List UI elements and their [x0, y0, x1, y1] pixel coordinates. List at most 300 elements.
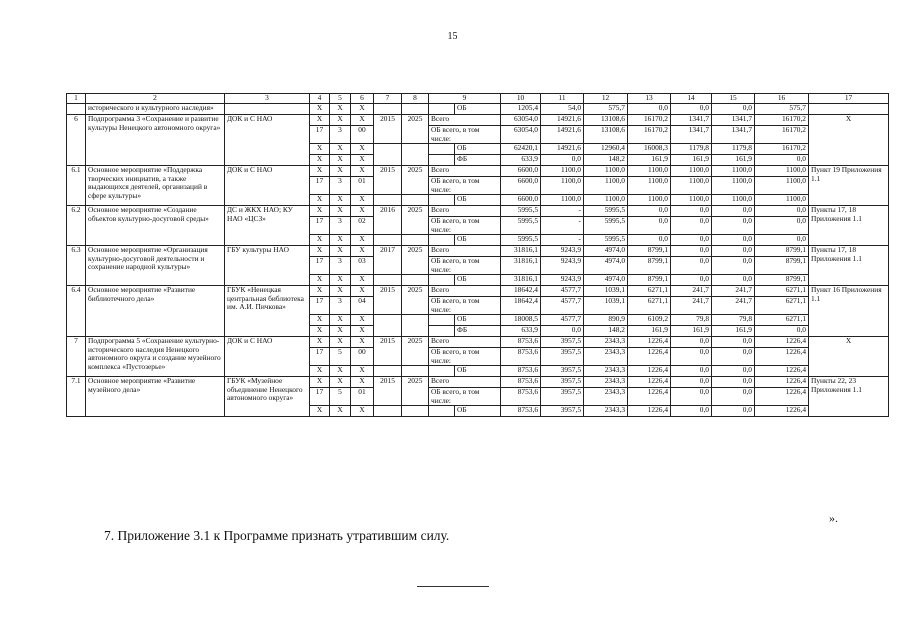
executor: ГБУ культуры НАО — [225, 246, 310, 286]
value-cell: 2343,3 — [584, 388, 628, 406]
code-cell: X — [330, 235, 351, 246]
value-cell: 0,0 — [712, 104, 755, 115]
funding-indent — [429, 326, 455, 337]
funding-source: ОБ — [455, 144, 501, 155]
header-cell: 1 — [67, 94, 86, 104]
value-cell: 2343,3 — [584, 337, 628, 348]
year-end — [402, 144, 429, 155]
value-cell: 1226,4 — [755, 337, 809, 348]
year-end — [402, 275, 429, 286]
header-cell: 2 — [86, 94, 225, 104]
table-row — [67, 377, 889, 388]
code-cell: X — [330, 206, 351, 217]
header-cell: 4 — [310, 94, 330, 104]
funding-indent — [429, 406, 455, 417]
reference: Пункт 16 Приложения 1.1 — [809, 286, 889, 337]
value-cell: 1100,0 — [671, 195, 712, 206]
code-cell: X — [310, 275, 330, 286]
value-cell: 2343,3 — [584, 406, 628, 417]
value-cell: 16170,2 — [755, 144, 809, 155]
value-cell: 1341,7 — [671, 115, 712, 126]
year-end — [402, 406, 429, 417]
activity-name: Основное мероприятие «Создание объектов культурно-досуговой среды» — [86, 206, 225, 246]
value-cell: 161,9 — [671, 326, 712, 337]
code-cell: 5 — [330, 388, 351, 406]
code-cell: X — [330, 195, 351, 206]
value-cell: 1226,4 — [628, 366, 671, 377]
value-cell: 1100,0 — [541, 195, 584, 206]
activity-name: Основное мероприятие «Поддержка творческих инициатив, а также выдающихся деятелей, организаций в сфере культуры» — [86, 166, 225, 206]
value-cell: 0,0 — [755, 206, 809, 217]
value-cell: 6600,0 — [501, 166, 541, 177]
code-cell: X — [330, 326, 351, 337]
header-cell: 5 — [330, 94, 351, 104]
value-cell: 14921,6 — [541, 126, 584, 144]
value-cell: 1100,0 — [541, 177, 584, 195]
value-cell: 148,2 — [584, 326, 628, 337]
header-row — [67, 94, 889, 104]
code-cell: X — [351, 144, 374, 155]
code-cell: X — [351, 315, 374, 326]
value-cell: 3957,5 — [541, 348, 584, 366]
code-cell: X — [351, 406, 374, 417]
value-cell: 0,0 — [671, 217, 712, 235]
value-cell: 1100,0 — [755, 166, 809, 177]
funding-source: ОБ — [455, 406, 501, 417]
year-end — [402, 326, 429, 337]
code-cell: 17 — [310, 348, 330, 366]
code-cell: X — [351, 104, 374, 115]
value-cell: 0,0 — [628, 104, 671, 115]
value-cell: 63054,0 — [501, 115, 541, 126]
year-start — [374, 326, 402, 337]
year-end — [402, 195, 429, 206]
value-cell: 8799,1 — [628, 257, 671, 275]
value-cell: 6109,2 — [628, 315, 671, 326]
value-cell: 0,0 — [755, 326, 809, 337]
value-cell: 6600,0 — [501, 177, 541, 195]
year-end — [402, 155, 429, 166]
value-cell: 890,9 — [584, 315, 628, 326]
year-end: 2025 — [402, 337, 429, 366]
year-start — [374, 406, 402, 417]
header-cell: 7 — [374, 94, 402, 104]
value-cell: 0,0 — [712, 348, 755, 366]
value-cell: 0,0 — [755, 155, 809, 166]
value-cell: 1100,0 — [712, 166, 755, 177]
year-start: 2015 — [374, 286, 402, 315]
activity-name: исторического и культурного наследия» — [86, 104, 225, 115]
code-cell: X — [351, 275, 374, 286]
value-cell: 31816,1 — [501, 275, 541, 286]
code-cell: X — [351, 115, 374, 126]
header-cell: 13 — [628, 94, 671, 104]
code-cell: X — [330, 406, 351, 417]
value-cell: 8753,6 — [501, 366, 541, 377]
value-cell: 9243,9 — [541, 246, 584, 257]
code-cell: 5 — [330, 348, 351, 366]
value-cell: 0,0 — [541, 155, 584, 166]
value-cell: 9243,9 — [541, 275, 584, 286]
year-end: 2025 — [402, 115, 429, 144]
code-cell: X — [330, 104, 351, 115]
value-cell: 0,0 — [671, 206, 712, 217]
value-cell: 0,0 — [712, 257, 755, 275]
funding-indent — [429, 235, 455, 246]
value-cell: 1226,4 — [628, 337, 671, 348]
value-cell: 0,0 — [671, 246, 712, 257]
value-cell: 14921,6 — [541, 144, 584, 155]
value-cell: 6271,1 — [755, 297, 809, 315]
value-cell: 2343,3 — [584, 377, 628, 388]
value-cell: 1226,4 — [628, 406, 671, 417]
code-cell: X — [310, 246, 330, 257]
reference: Пункты 17, 18 Приложения 1.1 — [809, 246, 889, 286]
value-cell: 0,0 — [671, 348, 712, 366]
value-cell: 1226,4 — [628, 348, 671, 366]
value-cell: 8799,1 — [755, 257, 809, 275]
value-cell: 161,9 — [671, 155, 712, 166]
header-cell: 10 — [501, 94, 541, 104]
value-cell: 5995,5 — [501, 235, 541, 246]
reference — [809, 104, 889, 115]
reference: X — [809, 115, 889, 166]
code-cell: 17 — [310, 297, 330, 315]
value-cell: 0,0 — [712, 217, 755, 235]
funding-source: ОБ — [455, 195, 501, 206]
code-cell: X — [330, 286, 351, 297]
value-cell: 575,7 — [755, 104, 809, 115]
code-cell: X — [310, 144, 330, 155]
value-cell: 4577,7 — [541, 286, 584, 297]
value-cell: 0,0 — [671, 337, 712, 348]
value-cell: 241,7 — [671, 297, 712, 315]
value-cell: 0,0 — [671, 388, 712, 406]
value-cell: 0,0 — [671, 377, 712, 388]
continuation-row — [67, 104, 889, 115]
value-cell: 6600,0 — [501, 195, 541, 206]
value-cell: 1226,4 — [755, 388, 809, 406]
value-cell: 4577,7 — [541, 297, 584, 315]
executor: ДОК и С НАО — [225, 115, 310, 166]
value-cell: 5995,5 — [501, 206, 541, 217]
code-cell: 3 — [330, 297, 351, 315]
code-cell: X — [351, 235, 374, 246]
value-cell: 12960,4 — [584, 144, 628, 155]
value-cell: 0,0 — [671, 257, 712, 275]
value-cell: 0,0 — [712, 406, 755, 417]
funding-source: ОБ — [455, 275, 501, 286]
code-cell: X — [310, 286, 330, 297]
code-cell: X — [310, 104, 330, 115]
code-cell: 3 — [330, 126, 351, 144]
value-cell: 13108,6 — [584, 115, 628, 126]
year-start: 2015 — [374, 377, 402, 406]
funding-source: Всего — [429, 115, 501, 126]
value-cell: 1100,0 — [628, 166, 671, 177]
year-start — [374, 315, 402, 326]
activity-name: Основное мероприятие «Организация культурно-досуговой деятельности и сохранение народной культуры» — [86, 246, 225, 286]
code-cell: X — [351, 206, 374, 217]
value-cell: 161,9 — [712, 155, 755, 166]
value-cell: 1226,4 — [755, 366, 809, 377]
row-number: 6 — [67, 115, 86, 166]
code-cell: 3 — [330, 177, 351, 195]
value-cell: 13108,6 — [584, 126, 628, 144]
value-cell: 0,0 — [712, 337, 755, 348]
value-cell: 1100,0 — [628, 195, 671, 206]
executor: ДС и ЖКХ НАО; КУ НАО «ЦСЗ» — [225, 206, 310, 246]
value-cell: 1100,0 — [541, 166, 584, 177]
value-cell: 0,0 — [671, 366, 712, 377]
code-cell: X — [351, 155, 374, 166]
value-cell: 1100,0 — [671, 177, 712, 195]
value-cell: 6271,1 — [628, 297, 671, 315]
value-cell: 161,9 — [712, 326, 755, 337]
activity-name: Подпрограмма 5 «Сохранение культурно-исторического наследия Ненецкого автономного округа и создание музейного комплекса «Пустозерье» — [86, 337, 225, 377]
executor: ГБУК «Ненецкая центральная библиотека им. А.И. Пичкова» — [225, 286, 310, 337]
value-cell: 16170,2 — [755, 126, 809, 144]
funding-source: ОБ всего, в том числе: — [429, 297, 501, 315]
code-cell: X — [330, 155, 351, 166]
table-row — [67, 115, 889, 126]
value-cell: 4974,0 — [584, 246, 628, 257]
year-end: 2025 — [402, 166, 429, 195]
year-end — [402, 104, 429, 115]
row-number: 6.4 — [67, 286, 86, 337]
value-cell: 79,8 — [671, 315, 712, 326]
funding-source: ОБ всего, в том числе: — [429, 348, 501, 366]
code-cell: 01 — [351, 388, 374, 406]
executor: ГБУК «Музейное объединение Ненецкого автономного округа» — [225, 377, 310, 417]
value-cell: 0,0 — [712, 235, 755, 246]
funding-indent — [429, 104, 455, 115]
value-cell: 5995,5 — [501, 217, 541, 235]
code-cell: X — [351, 377, 374, 388]
value-cell: 1226,4 — [755, 348, 809, 366]
value-cell: 18642,4 — [501, 286, 541, 297]
code-cell: X — [310, 366, 330, 377]
value-cell: 5995,5 — [584, 206, 628, 217]
funding-source: ОБ — [455, 315, 501, 326]
value-cell: 8799,1 — [755, 246, 809, 257]
code-cell: X — [330, 115, 351, 126]
value-cell: 1226,4 — [628, 377, 671, 388]
year-end: 2025 — [402, 206, 429, 235]
value-cell: 16170,2 — [628, 115, 671, 126]
value-cell: 3957,5 — [541, 366, 584, 377]
value-cell: 3957,5 — [541, 406, 584, 417]
value-cell: 0,0 — [628, 206, 671, 217]
funding-source: ОБ всего, в том числе: — [429, 257, 501, 275]
code-cell: X — [310, 326, 330, 337]
code-cell: X — [330, 315, 351, 326]
value-cell: 31816,1 — [501, 257, 541, 275]
code-cell: 00 — [351, 348, 374, 366]
value-cell: 4974,0 — [584, 257, 628, 275]
executor: ДОК и С НАО — [225, 166, 310, 206]
year-start: 2015 — [374, 337, 402, 366]
value-cell: 148,2 — [584, 155, 628, 166]
value-cell: 575,7 — [584, 104, 628, 115]
header-cell: 12 — [584, 94, 628, 104]
year-start — [374, 144, 402, 155]
value-cell: 8753,6 — [501, 348, 541, 366]
value-cell: 161,9 — [628, 155, 671, 166]
value-cell: 0,0 — [671, 104, 712, 115]
funding-source: Всего — [429, 377, 501, 388]
activity-name: Основное мероприятие «Развитие музейного дела» — [86, 377, 225, 417]
year-start — [374, 275, 402, 286]
year-end: 2025 — [402, 286, 429, 315]
funding-source: ФБ — [455, 155, 501, 166]
header-cell: 6 — [351, 94, 374, 104]
value-cell: 1039,1 — [584, 286, 628, 297]
code-cell: X — [351, 195, 374, 206]
value-cell: 1226,4 — [755, 406, 809, 417]
value-cell: 5995,5 — [584, 217, 628, 235]
code-cell: X — [351, 326, 374, 337]
code-cell: X — [310, 337, 330, 348]
code-cell: X — [310, 235, 330, 246]
code-cell: X — [310, 377, 330, 388]
bottom-paragraph: 7. Приложение 3.1 к Программе признать утратившим силу. — [104, 528, 450, 543]
value-cell: 633,9 — [501, 155, 541, 166]
value-cell: 1100,0 — [671, 166, 712, 177]
value-cell: 16170,2 — [755, 115, 809, 126]
header-cell: 11 — [541, 94, 584, 104]
funding-indent — [429, 275, 455, 286]
value-cell: 0,0 — [712, 366, 755, 377]
value-cell: 633,9 — [501, 326, 541, 337]
value-cell: 18008,5 — [501, 315, 541, 326]
code-cell: X — [351, 286, 374, 297]
value-cell: 6271,1 — [628, 286, 671, 297]
code-cell: 00 — [351, 126, 374, 144]
value-cell: 0,0 — [712, 246, 755, 257]
value-cell: 0,0 — [712, 388, 755, 406]
funding-source: ОБ всего, в том числе: — [429, 388, 501, 406]
value-cell: 18642,4 — [501, 297, 541, 315]
reference: Пункт 19 Приложения 1.1 — [809, 166, 889, 206]
year-end — [402, 315, 429, 326]
end-line — [417, 586, 489, 587]
value-cell: 0,0 — [628, 235, 671, 246]
code-cell: X — [310, 206, 330, 217]
value-cell: 8753,6 — [501, 406, 541, 417]
value-cell: 1179,8 — [712, 144, 755, 155]
funding-indent — [429, 195, 455, 206]
funding-source: Всего — [429, 286, 501, 297]
value-cell: 5995,5 — [584, 235, 628, 246]
year-start: 2016 — [374, 206, 402, 235]
funding-source: ОБ — [455, 235, 501, 246]
value-cell: 8753,6 — [501, 388, 541, 406]
reference: X — [809, 337, 889, 377]
value-cell: 1100,0 — [712, 177, 755, 195]
funding-source: ОБ — [455, 366, 501, 377]
value-cell: 8799,1 — [628, 246, 671, 257]
header-cell: 8 — [402, 94, 429, 104]
code-cell: X — [310, 315, 330, 326]
year-end — [402, 235, 429, 246]
value-cell: 241,7 — [671, 286, 712, 297]
executor — [225, 104, 310, 115]
value-cell: 1341,7 — [712, 126, 755, 144]
value-cell: 79,8 — [712, 315, 755, 326]
code-cell: 17 — [310, 177, 330, 195]
executor: ДОК и С НАО — [225, 337, 310, 377]
reference: Пункты 22, 23 Приложения 1.1 — [809, 377, 889, 417]
value-cell: 0,0 — [671, 275, 712, 286]
funding-source: ФБ — [455, 326, 501, 337]
code-cell: X — [351, 366, 374, 377]
value-cell: 241,7 — [712, 286, 755, 297]
funding-source: ОБ всего, в том числе: — [429, 177, 501, 195]
code-cell: X — [310, 115, 330, 126]
code-cell: 3 — [330, 217, 351, 235]
reference: Пункты 17, 18 Приложения 1.1 — [809, 206, 889, 246]
year-start — [374, 104, 402, 115]
year-end — [402, 366, 429, 377]
year-start: 2015 — [374, 115, 402, 144]
value-cell: 3957,5 — [541, 388, 584, 406]
code-cell: X — [310, 406, 330, 417]
value-cell: 1100,0 — [584, 195, 628, 206]
value-cell: 0,0 — [712, 377, 755, 388]
value-cell: - — [541, 206, 584, 217]
value-cell: 1341,7 — [671, 126, 712, 144]
header-cell: 14 — [671, 94, 712, 104]
row-number: 7.1 — [67, 377, 86, 417]
row-number: 6.3 — [67, 246, 86, 286]
funding-indent — [429, 366, 455, 377]
code-cell: 04 — [351, 297, 374, 315]
row-number: 6.2 — [67, 206, 86, 246]
code-cell: X — [351, 337, 374, 348]
code-cell: X — [351, 246, 374, 257]
code-cell: 03 — [351, 257, 374, 275]
value-cell: 9243,9 — [541, 257, 584, 275]
value-cell: 1039,1 — [584, 297, 628, 315]
year-start — [374, 366, 402, 377]
year-start — [374, 155, 402, 166]
funding-indent — [429, 155, 455, 166]
activity-name: Подпрограмма 3 «Сохранение и развитие культуры Ненецкого автономного округа» — [86, 115, 225, 166]
code-cell: X — [330, 275, 351, 286]
funding-indent — [429, 315, 455, 326]
code-cell: 02 — [351, 217, 374, 235]
code-cell: X — [330, 366, 351, 377]
value-cell: 1100,0 — [584, 177, 628, 195]
page-number: 15 — [447, 31, 458, 42]
row-number: 6.1 — [67, 166, 86, 206]
value-cell: 14921,6 — [541, 115, 584, 126]
value-cell: - — [541, 235, 584, 246]
funding-source: Всего — [429, 337, 501, 348]
value-cell: 16170,2 — [628, 126, 671, 144]
closing-quote-mark: ». — [829, 511, 838, 525]
value-cell: 0,0 — [712, 206, 755, 217]
value-cell: 241,7 — [712, 297, 755, 315]
value-cell: 1100,0 — [628, 177, 671, 195]
budget-table — [66, 93, 889, 417]
code-cell: X — [310, 155, 330, 166]
table-row — [67, 166, 889, 177]
value-cell: 0,0 — [671, 406, 712, 417]
value-cell: 8799,1 — [755, 275, 809, 286]
value-cell: 3957,5 — [541, 377, 584, 388]
